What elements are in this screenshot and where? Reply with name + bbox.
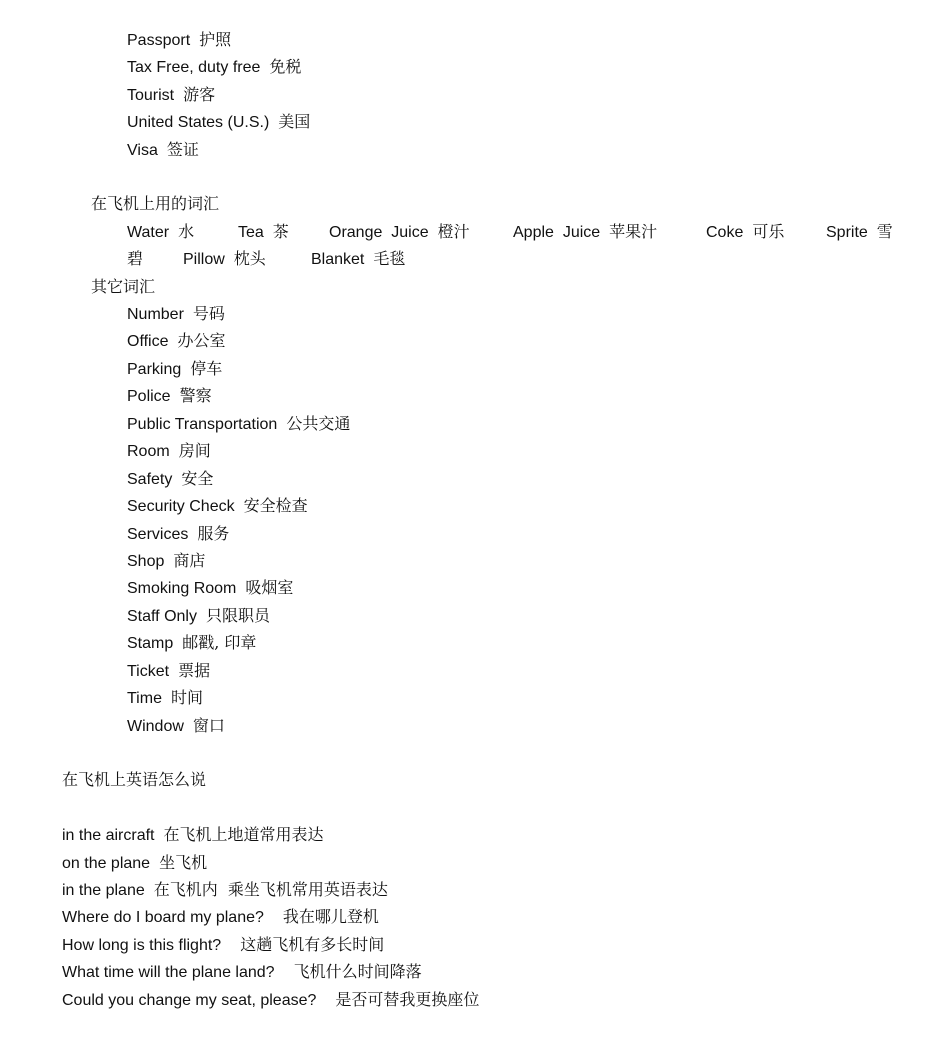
vocab-entry-shop: Shop 商店 — [127, 551, 206, 570]
phrase-line: on the plane 坐飞机 — [62, 853, 208, 872]
phrase-line: in the plane 在飞机内 乘坐飞机常用英语表达 — [62, 880, 388, 899]
vocab-en: Visa — [127, 142, 158, 159]
beverage-apple-juice: Apple Juice 苹果汁 — [513, 222, 658, 241]
section-title: 在飞机上英语怎么说 — [62, 770, 207, 789]
vocab-entry-room: Room 房间 — [127, 441, 211, 460]
vocab-entry-window: Window 窗口 — [127, 716, 225, 735]
item-blanket: Blanket 毛毯 — [311, 249, 406, 268]
vocab-entry-time: Time 时间 — [127, 688, 203, 707]
vocab-entry-united-states — [127, 112, 310, 133]
vocab-en: Tax Free, duty free — [127, 59, 261, 76]
plane-vocab-heading: 在飞机上用的词汇 — [91, 194, 220, 213]
beverages-line-1 — [127, 222, 907, 242]
beverage-orange-juice: Orange Juice 橙汁 — [329, 222, 470, 241]
beverage-tea: Tea 茶 — [238, 222, 289, 241]
vocab-en: Tourist — [127, 87, 175, 104]
phrase-line: Where do I board my plane? 我在哪儿登机 — [62, 907, 379, 926]
vocab-zh: 美国 — [278, 112, 311, 131]
vocab-entry-police: Police 警察 — [127, 386, 212, 405]
vocab-zh: 游客 — [183, 85, 216, 104]
beverage-coke: Coke 可乐 — [706, 222, 785, 241]
vocab-entry-office: Office 办公室 — [127, 331, 226, 350]
vocab-entry-ticket: Ticket 票据 — [127, 661, 211, 680]
beverages-line-2 — [127, 249, 527, 269]
vocab-zh: 免税 — [269, 57, 302, 76]
vocab-entry-number: Number 号码 — [127, 304, 225, 323]
vocab-zh: 护照 — [199, 30, 232, 49]
vocab-entry-security-check: Security Check 安全检查 — [127, 496, 308, 515]
vocab-entry-staff-only: Staff Only 只限职员 — [127, 606, 270, 625]
beverage-water: Water 水 — [127, 222, 195, 241]
beverage-sprite-cont: 碧 — [127, 249, 144, 268]
beverage-sprite: Sprite 雪 — [826, 222, 893, 241]
phrase-line: in the aircraft 在飞机上地道常用表达 — [62, 825, 324, 844]
vocab-entry-smoking-room: Smoking Room 吸烟室 — [127, 578, 294, 597]
vocab-zh: 签证 — [166, 140, 199, 159]
other-vocab-heading: 其它词汇 — [91, 277, 156, 296]
item-pillow: Pillow 枕头 — [183, 249, 266, 268]
vocab-entry-visa — [127, 140, 199, 161]
vocab-entry-passport — [127, 30, 231, 51]
vocab-entry-services: Services 服务 — [127, 524, 230, 543]
vocab-entry-safety: Safety 安全 — [127, 469, 214, 488]
vocab-entry-tourist — [127, 85, 215, 106]
vocab-entry-stamp: Stamp 邮戳, 印章 — [127, 633, 257, 652]
vocab-en: Passport — [127, 32, 191, 49]
vocab-en: United States (U.S.) — [127, 114, 270, 131]
vocab-entry-public-transportation: Public Transportation 公共交通 — [127, 414, 351, 433]
phrase-line: How long is this flight? 这趟飞机有多长时间 — [62, 935, 385, 954]
vocab-entry-tax-free — [127, 57, 301, 78]
phrase-line: What time will the plane land? 飞机什么时间降落 — [62, 962, 422, 981]
vocab-entry-parking: Parking 停车 — [127, 359, 223, 378]
phrase-line: Could you change my seat, please? 是否可替我更换座位 — [62, 990, 480, 1009]
